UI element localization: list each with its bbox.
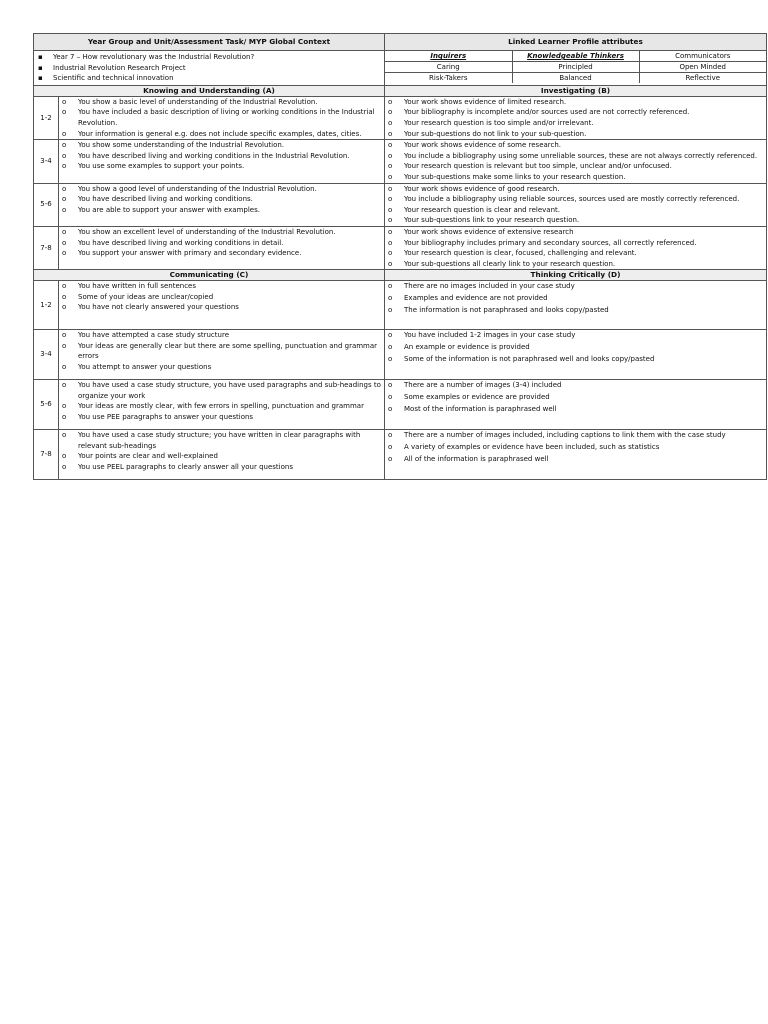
rubric-sheet (33, 33, 766, 480)
circle-bullet-icon: o (62, 292, 67, 301)
circle-bullet-icon: o (62, 331, 67, 340)
descriptor-item (62, 151, 382, 162)
descriptor-list (385, 97, 766, 139)
descriptor-item (62, 184, 382, 195)
level-label: 7-8 (34, 226, 59, 269)
learner-profile-header: Linked Learner Profile attributes (385, 34, 767, 51)
descriptor-text: Examples and evidence are not provided (404, 294, 548, 303)
descriptor-item (388, 129, 764, 140)
descriptor-list (59, 184, 384, 216)
circle-bullet-icon: o (388, 306, 393, 315)
descriptor-text: You use PEEL paragraphs to clearly answer all your questions (78, 463, 293, 472)
descriptor-list (59, 330, 384, 372)
descriptor-text: You have used a case study structure; you have written in clear paragraphs with relevant sub-headings (78, 431, 361, 450)
descriptor-text: Your work shows evidence of good research. (404, 184, 560, 193)
descriptor-item (388, 305, 764, 316)
descriptor-item (388, 107, 764, 118)
descriptor-item (62, 238, 382, 249)
rubric-row-ab (34, 96, 767, 139)
descriptor-item (62, 107, 382, 128)
rubric-row-cd (34, 330, 767, 380)
assessment-rubric-table (33, 33, 767, 480)
descriptor-text: You use some examples to support your points. (78, 162, 245, 171)
descriptor-item (388, 392, 764, 403)
attribute-risk-takers: Risk-Takers (429, 74, 468, 82)
criterion-a-cell (59, 96, 385, 139)
descriptor-item (388, 172, 764, 183)
descriptor-text: The information is not paraphrased and looks copy/pasted (404, 306, 609, 315)
descriptor-text: Your sub-questions make some links to your research question. (404, 172, 626, 181)
descriptor-list (385, 140, 766, 182)
circle-bullet-icon: o (62, 97, 67, 106)
descriptor-item (388, 342, 764, 353)
circle-bullet-icon: o (62, 184, 67, 193)
attribute-communicators: Communicators (639, 51, 766, 62)
circle-bullet-icon: o (388, 331, 393, 340)
descriptor-item (388, 151, 764, 162)
descriptor-text: You have not clearly answered your questions (78, 303, 239, 312)
circle-bullet-icon: o (388, 443, 393, 452)
descriptor-text: You show an excellent level of understanding of the Industrial Revolution. (78, 227, 336, 236)
descriptor-list (59, 227, 384, 259)
descriptor-text: All of the information is paraphrased well (404, 455, 549, 464)
descriptor-text: You have used a case study structure, you have used paragraphs and sub-headings to organize your work (78, 381, 381, 400)
circle-bullet-icon: o (62, 195, 67, 204)
level-label: 7-8 (34, 430, 59, 480)
circle-bullet-icon: o (62, 129, 67, 138)
descriptor-text: There are a number of images included, including captions to link them with the case study (404, 431, 726, 440)
attribute-inquirers: Inquirers (385, 51, 512, 62)
descriptor-text: Some examples or evidence are provided (404, 393, 550, 402)
attribute-open-minded: Open Minded (639, 62, 766, 73)
circle-bullet-icon: o (388, 97, 393, 106)
circle-bullet-icon: o (388, 141, 393, 150)
descriptor-item (388, 215, 764, 226)
descriptor-text: Your ideas are generally clear but there are some spelling, punctuation and grammar errors (78, 341, 378, 361)
descriptor-text: You attempt to answer your questions (78, 363, 212, 372)
level-label: 3-4 (34, 330, 59, 380)
descriptor-text: Most of the information is paraphrased well (404, 405, 557, 414)
circle-bullet-icon: o (388, 282, 393, 291)
level-label: 1-2 (34, 96, 59, 139)
criterion-c-cell (59, 430, 385, 480)
descriptor-list (385, 184, 766, 226)
descriptor-item (62, 341, 382, 362)
descriptor-item (62, 194, 382, 205)
descriptor-text: You support your answer with primary and secondary evidence. (78, 249, 302, 258)
descriptor-item (388, 354, 764, 365)
descriptor-item (62, 248, 382, 259)
descriptor-item (388, 430, 764, 441)
descriptor-list (385, 380, 766, 415)
descriptor-text: You have included a basic description of living or working conditions in the Industrial Revolution. (78, 108, 375, 127)
descriptor-text: You are able to support your answer with examples. (78, 205, 260, 214)
descriptor-item (62, 161, 382, 172)
circle-bullet-icon: o (62, 162, 67, 171)
descriptor-text: You include a bibliography using reliable sources, sources used are mostly correctly referenced. (404, 195, 740, 204)
descriptor-text: Your points are clear and well-explained (78, 452, 218, 461)
descriptor-item (388, 227, 764, 238)
circle-bullet-icon: o (62, 205, 67, 214)
level-label: 1-2 (34, 281, 59, 330)
level-label: 3-4 (34, 140, 59, 183)
descriptor-text: You use PEE paragraphs to answer your questions (78, 413, 254, 422)
criterion-a-cell (59, 183, 385, 226)
rubric-row-ab (34, 226, 767, 269)
descriptor-item (62, 281, 382, 292)
attribute-principled: Principled (512, 62, 639, 73)
descriptor-item (62, 401, 382, 412)
circle-bullet-icon: o (388, 195, 393, 204)
descriptor-item (388, 293, 764, 304)
circle-bullet-icon: o (62, 341, 67, 350)
rubric-row-cd (34, 281, 767, 330)
descriptor-text: You include a bibliography using some unreliable sources, these are not always correctly referenced. (404, 151, 758, 160)
criterion-d-cell (385, 380, 767, 430)
circle-bullet-icon: o (62, 227, 67, 236)
descriptor-list (59, 140, 384, 172)
attribute-caring: Caring (385, 62, 512, 73)
rubric-row-ab (34, 183, 767, 226)
descriptor-text: Your work shows evidence of extensive research (404, 227, 574, 236)
circle-bullet-icon: o (62, 282, 67, 291)
descriptor-text: An example or evidence is provided (404, 343, 530, 352)
descriptor-text: Your work shows evidence of some research. (404, 141, 562, 150)
descriptor-item (62, 140, 382, 151)
circle-bullet-icon: o (388, 249, 393, 258)
descriptor-item (388, 194, 764, 205)
descriptor-item (62, 451, 382, 462)
descriptor-item (388, 140, 764, 151)
circle-bullet-icon: o (388, 381, 393, 390)
descriptor-text: You show some understanding of the Industrial Revolution. (78, 141, 285, 150)
descriptor-item (62, 227, 382, 238)
descriptor-text: You have described living and working conditions. (78, 195, 253, 204)
descriptor-list (385, 330, 766, 365)
circle-bullet-icon: o (388, 129, 393, 138)
circle-bullet-icon: o (388, 259, 393, 268)
circle-bullet-icon: o (388, 431, 393, 440)
circle-bullet-icon: o (388, 216, 393, 225)
learner-profile-grid (385, 51, 766, 83)
attribute-knowledgeable-thinkers: Knowledgeable Thinkers (512, 51, 639, 62)
circle-bullet-icon: o (388, 205, 393, 214)
descriptor-text: Your work shows evidence of limited research. (404, 97, 567, 106)
context-item: ▪ Industrial Revolution Research Project (53, 63, 384, 74)
descriptor-text: You have written in full sentences (78, 282, 196, 291)
descriptor-item (388, 205, 764, 216)
descriptor-text: You show a good level of understanding of the Industrial Revolution. (78, 184, 317, 193)
descriptor-list (59, 430, 384, 472)
descriptor-text: Your research question is clear, focused, challenging and relevant. (404, 249, 637, 258)
descriptor-item (388, 248, 764, 259)
circle-bullet-icon: o (388, 355, 393, 364)
descriptor-list (59, 380, 384, 422)
descriptor-item (62, 412, 382, 423)
descriptor-text: Your research question is clear and relevant. (404, 205, 560, 214)
rubric-row-ab (34, 140, 767, 183)
circle-bullet-icon: o (388, 405, 393, 414)
descriptor-text: Your sub-questions link to your research question. (404, 216, 580, 225)
criterion-b-title: Investigating (B) (385, 85, 767, 96)
circle-bullet-icon: o (388, 393, 393, 402)
circle-bullet-icon: o (62, 249, 67, 258)
criterion-b-cell (385, 183, 767, 226)
descriptor-text: There are no images included in your case study (404, 282, 575, 291)
descriptor-item (62, 462, 382, 473)
descriptor-text: Your sub-questions do not link to your sub-question. (404, 129, 587, 138)
descriptor-text: Your research question is relevant but too simple, unclear and/or unfocused. (404, 162, 672, 171)
criterion-c-cell (59, 330, 385, 380)
descriptor-text: Your bibliography includes primary and secondary sources, all correctly referenced. (404, 238, 697, 247)
level-label: 5-6 (34, 380, 59, 430)
descriptor-item (388, 404, 764, 415)
learner-profile-cell (385, 51, 767, 86)
criterion-a-cell (59, 140, 385, 183)
descriptor-item (388, 161, 764, 172)
circle-bullet-icon: o (62, 108, 67, 117)
criterion-c-title: Communicating (C) (34, 270, 385, 281)
criterion-b-cell (385, 140, 767, 183)
circle-bullet-icon: o (62, 452, 67, 461)
descriptor-item (388, 97, 764, 108)
criterion-d-title: Thinking Critically (D) (385, 270, 767, 281)
descriptor-text: You show a basic level of understanding of the Industrial Revolution. (78, 97, 318, 106)
descriptor-item (388, 281, 764, 292)
descriptor-item (62, 129, 382, 140)
criterion-a-cell (59, 226, 385, 269)
circle-bullet-icon: o (388, 172, 393, 181)
level-label: 5-6 (34, 183, 59, 226)
circle-bullet-icon: o (62, 151, 67, 160)
circle-bullet-icon: o (62, 238, 67, 247)
circle-bullet-icon: o (388, 343, 393, 352)
context-item: ▪ Scientific and technical innovation (53, 73, 384, 84)
circle-bullet-icon: o (388, 238, 393, 247)
context-item: ▪ Year 7 – How revolutionary was the Industrial Revolution? (53, 52, 384, 63)
descriptor-item (388, 454, 764, 465)
criterion-d-cell (385, 430, 767, 480)
descriptor-item (62, 97, 382, 108)
descriptor-list (385, 227, 766, 269)
descriptor-text: There are a number of images (3-4) included (404, 381, 562, 390)
criterion-d-cell (385, 330, 767, 380)
descriptor-item (388, 380, 764, 391)
criterion-d-cell (385, 281, 767, 330)
circle-bullet-icon: o (388, 108, 393, 117)
descriptor-text: Your information is general e.g. does not include specific examples, dates, cities. (78, 129, 362, 138)
descriptor-text: Your sub-questions all clearly link to your research question. (404, 259, 616, 268)
circle-bullet-icon: o (388, 151, 393, 160)
descriptor-text: You have described living and working conditions in the Industrial Revolution. (78, 151, 350, 160)
circle-bullet-icon: o (388, 455, 393, 464)
circle-bullet-icon: o (388, 294, 393, 303)
descriptor-text: Your research question is too simple and/or irrelevant. (404, 118, 594, 127)
circle-bullet-icon: o (62, 431, 67, 440)
context-header: Year Group and Unit/Assessment Task/ MYP Global Context (34, 34, 385, 51)
descriptor-item (388, 184, 764, 195)
circle-bullet-icon: o (388, 227, 393, 236)
descriptor-item (62, 430, 382, 451)
rubric-row-cd (34, 380, 767, 430)
attribute-reflective: Reflective (639, 73, 766, 84)
descriptor-item (62, 362, 382, 373)
descriptor-item (388, 330, 764, 341)
descriptor-item (62, 302, 382, 313)
criterion-b-cell (385, 96, 767, 139)
circle-bullet-icon: o (388, 184, 393, 193)
circle-bullet-icon: o (62, 402, 67, 411)
descriptor-text: Some of the information is not paraphrased well and looks copy/pasted (404, 355, 655, 364)
circle-bullet-icon: o (388, 118, 393, 127)
descriptor-list (385, 281, 766, 316)
descriptor-text: You have included 1-2 images in your case study (404, 331, 576, 340)
criterion-c-cell (59, 281, 385, 330)
descriptor-item (62, 205, 382, 216)
descriptor-text: A variety of examples or evidence have been included, such as statistics (404, 443, 660, 452)
circle-bullet-icon: o (62, 463, 67, 472)
descriptor-list (59, 281, 384, 313)
descriptor-item (388, 259, 764, 270)
descriptor-list (59, 97, 384, 139)
rubric-row-cd (34, 430, 767, 480)
descriptor-text: Some of your ideas are unclear/copied (78, 292, 214, 301)
descriptor-text: Your ideas are mostly clear, with few errors in spelling, punctuation and grammar (78, 402, 364, 411)
descriptor-item (388, 118, 764, 129)
descriptor-list (385, 430, 766, 465)
circle-bullet-icon: o (62, 141, 67, 150)
descriptor-text: You have attempted a case study structure (78, 331, 229, 340)
attribute-balanced: Balanced (512, 73, 639, 84)
circle-bullet-icon: o (62, 363, 67, 372)
circle-bullet-icon: o (62, 413, 67, 422)
descriptor-item (388, 238, 764, 249)
circle-bullet-icon: o (62, 381, 67, 390)
context-cell (34, 51, 385, 86)
descriptor-item (62, 292, 382, 303)
descriptor-text: You have described living and working conditions in detail. (78, 238, 284, 247)
circle-bullet-icon: o (62, 303, 67, 312)
criterion-c-cell (59, 380, 385, 430)
criterion-a-title: Knowing and Understanding (A) (34, 85, 385, 96)
descriptor-item (62, 380, 382, 401)
descriptor-item (62, 330, 382, 341)
circle-bullet-icon: o (388, 162, 393, 171)
context-list (34, 51, 384, 85)
descriptor-text: Your bibliography is incomplete and/or sources used are not correctly referenced. (404, 108, 690, 117)
descriptor-item (388, 442, 764, 453)
criterion-b-cell (385, 226, 767, 269)
